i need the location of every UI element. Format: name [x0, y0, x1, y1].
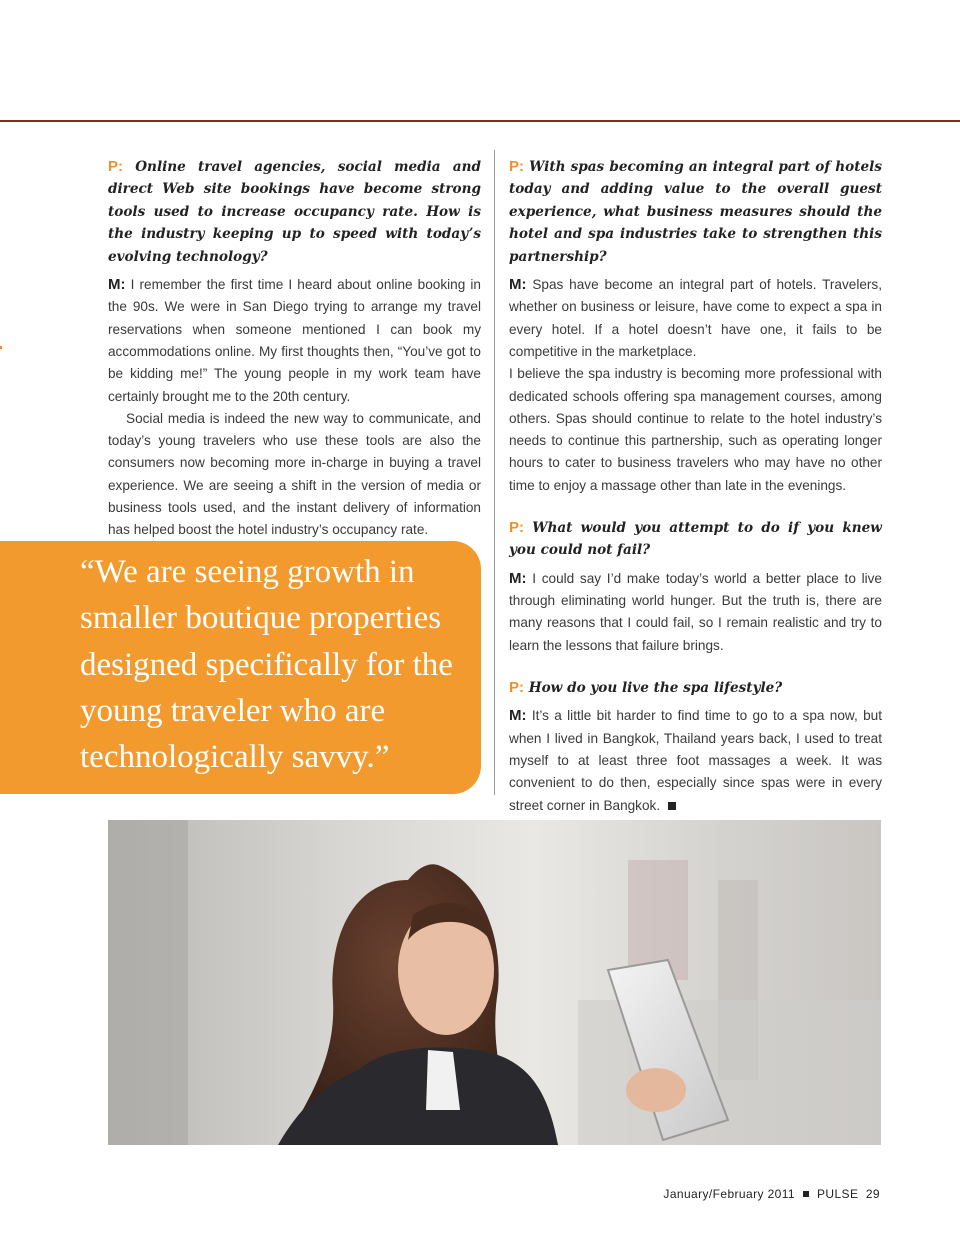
- question-3-text: What would you attempt to do if you knew you could not fail?: [509, 520, 882, 559]
- separator-square-icon: [803, 1191, 809, 1197]
- pull-quote: “We are seeing growth in smaller boutique properties designed specifically for the young traveler who are technologically savvy.”: [0, 541, 481, 794]
- question-tag: P:: [108, 158, 123, 175]
- answer-tag: M:: [509, 707, 527, 725]
- answer-tag: M:: [509, 276, 527, 294]
- end-mark-icon: [668, 802, 676, 810]
- woman-with-tablet-photo: [108, 820, 881, 1145]
- page-footer: [663, 1187, 880, 1201]
- question-1: [108, 156, 481, 268]
- answer-3: [509, 568, 882, 657]
- question-tag: P:: [509, 158, 524, 175]
- page-number: 29: [865, 1187, 880, 1201]
- issue-date: January/February 2011: [663, 1187, 796, 1201]
- answer-4: [509, 705, 882, 816]
- answer-1-para-2: Social media is indeed the new way to communicate, and today’s young travelers who use these tools are also the consumers now becoming more in-charge in buying a travel experience. We are seeing a shift in the version of media or business tools used, and the instant delivery of information has helped boost the hotel industry’s occupancy rate.: [108, 410, 481, 538]
- answer-tag: M:: [509, 569, 527, 587]
- question-2: [509, 156, 882, 268]
- question-tag: P:: [509, 679, 524, 696]
- answer-1-text: I remember the first time I heard about online booking in the 90s. We were in San Diego trying to arrange my travel reservations when someone mentioned I can book my accommodations online. My first thoughts then, “You’ve got to be kidding me!” The young people in my work team have certainly brought me to the 20th century.: [108, 277, 481, 404]
- question-3: [509, 517, 882, 562]
- answer-tag: M:: [108, 276, 126, 294]
- question-4-text: How do you live the spa lifestyle?: [528, 680, 783, 696]
- answer-4-text: It’s a little bit harder to find time to go to a spa now, but when I lived in Bangkok, Thailand years back, I used to treat myself to at least three foot massages a week. It was convenient to do then, especially since spas were in every street corner in Bangkok.: [509, 708, 882, 813]
- top-rule: [0, 120, 960, 122]
- question-2-text: With spas becoming an integral part of hotels today and adding value to the overall guest experience, what business measures should the hotel and spa industries take to strengthen this partnership?: [509, 159, 882, 265]
- right-column: [509, 156, 882, 817]
- question-1-text: Online travel agencies, social media and direct Web site bookings have become strong tools used to increase occupancy rate. How is the industry keeping up to speed with today’s evolving technology?: [108, 159, 481, 265]
- left-column: [108, 156, 481, 542]
- question-tag: P:: [509, 519, 524, 536]
- answer-2-para-1: [509, 274, 882, 363]
- question-4: [509, 677, 882, 699]
- column-divider: [494, 150, 495, 795]
- answer-3-text: I could say I’d make today’s world a better place to live through eliminating world hunger. But the truth is, there are many reasons that I could fail, so I remain realistic and try to learn the lessons that failure brings.: [509, 570, 882, 653]
- answer-2-para-2: I believe the spa industry is becoming more professional with dedicated schools offering spa management courses, among others. Spas should continue to relate to the hotel industry’s needs to continue this partnership, such as operating longer hours to cater to business travelers who may have no other time to enjoy a massage other than late in the evenings.: [509, 366, 882, 493]
- answer-1-para-1: [108, 274, 481, 408]
- magazine-name: PULSE: [817, 1187, 859, 1201]
- answer-2-text: Spas have become an integral part of hotels. Travelers, whether on business or leisure, have come to expect a spa in every hotel. If a hotel doesn’t have one, it fails to be competitive in the marketplace.: [509, 277, 883, 359]
- margin-mark: [0, 346, 2, 349]
